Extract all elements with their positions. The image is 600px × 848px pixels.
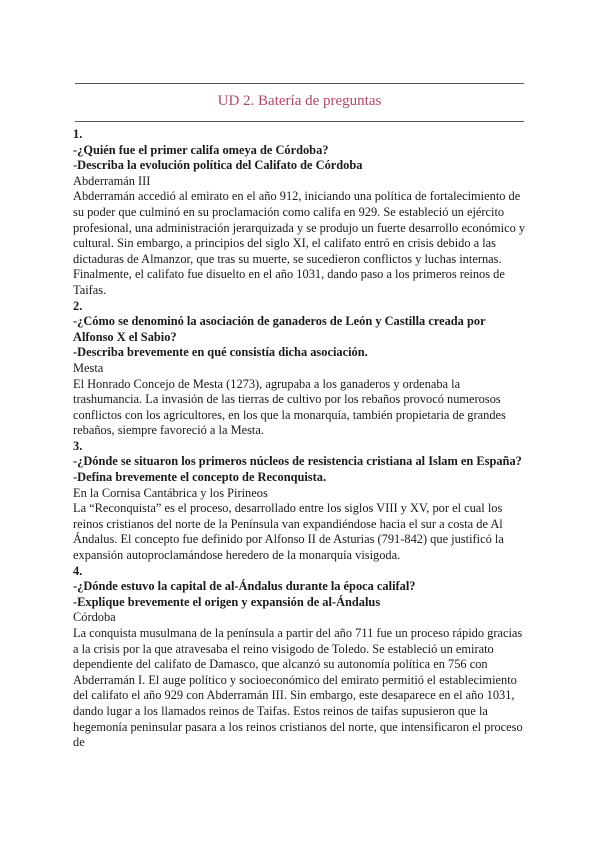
question-text: -Describa la evolución política del Califato de Córdoba — [73, 158, 363, 173]
answer-text: En la Cornisa Cantábrica y los Pirineos — [73, 485, 268, 500]
document-body — [73, 127, 528, 751]
question-text: -¿Dónde estuvo la capital de al-Ándalus durante la época califal? — [73, 579, 416, 594]
question-block-1 — [73, 127, 528, 299]
bottom-rule — [75, 121, 524, 122]
explanation-paragraph: El Honrado Concejo de Mesta (1273), agrupaba a los ganaderos y ordenaba la trashumancia. La invasión de las tierras de cultivo por los rebaños provocó numerosos conflictos con los agricultores, en los que la monarquía, también propietaria de grandes rebaños, siempre favoreció a la Mesta. — [73, 376, 506, 438]
answer-text: Córdoba — [73, 610, 116, 625]
question-number: 1. — [73, 127, 83, 141]
question-text: -¿Dónde se situaron los primeros núcleos de resistencia cristiana al Islam en España? — [73, 454, 522, 469]
question-text: -Describa brevemente en qué consistía dicha asociación. — [73, 345, 368, 360]
explanation-paragraph: Abderramán accedió al emirato en el año 912, iniciando una política de fortalecimiento de su poder que culminó en su proclamación como califa en 929. Se estableció un ejército profesional, una administración jerarquizada y se produjo un fuerte desarrollo económico y cultural. Sin embargo, a principios del siglo XI, el califato entró en crisis debido a las dictaduras de Almanzor, que tras su muerte, se sucedieron conflictos y luchas internas. Finalmente, el califato fue disuelto en el año 1031, dando paso a los primeros reinos de Taifas. — [73, 189, 526, 297]
answer-text: Mesta — [73, 360, 104, 375]
question-number: 2. — [73, 298, 83, 313]
question-number: 4. — [73, 563, 83, 578]
question-block-3 — [73, 439, 528, 564]
explanation-paragraph: La conquista musulmana de la península a partir del año 711 fue un proceso rápido gracias a la crisis por la que atravesaba el reino visigodo de Toledo. Se estableció un emirato dependiente del califato de Damasco, que alcanzó su autonomía política en 756 con Abderramán I. El auge político y socioeconómico del emirato permitió el establecimiento del califato el año 929 con Abderramán III. Sin embargo, este desaparece en el año 1031, dando lugar a los llamados reinos de Taifas. Estos reinos de taifas supusieron que la hegemonía peninsular pasara a los reinos cristianos del norte, que intensificaron el proceso de — [73, 626, 523, 750]
question-text: -Explique brevemente el origen y expansión de al-Ándalus — [73, 594, 381, 609]
explanation-paragraph: La “Reconquista” es el proceso, desarrollado entre los siglos VIII y XV, por el cual los reinos cristianos del norte de la Península van expandiéndose hacia el sur a costa de Al Ándalus. El concepto fue definido por Alfonso II de Asturias (791-842) que justificó la expansión autoproclamándose heredero de la monarquía visigoda. — [73, 501, 504, 563]
question-block-4 — [73, 564, 528, 751]
question-text: -¿Cómo se denominó la asociación de ganaderos de León y Castilla creada por Alfonso X el Sabio? — [73, 314, 486, 344]
question-number: 3. — [73, 438, 83, 453]
question-block-2 — [73, 299, 528, 439]
answer-text: Abderramán III — [73, 173, 151, 188]
question-text: -¿Quién fue el primer califa omeya de Córdoba? — [73, 142, 329, 157]
top-rule — [75, 83, 524, 84]
question-text: -Defina brevemente el concepto de Reconquista. — [73, 470, 327, 485]
page-title: UD 2. Batería de preguntas — [217, 93, 382, 109]
